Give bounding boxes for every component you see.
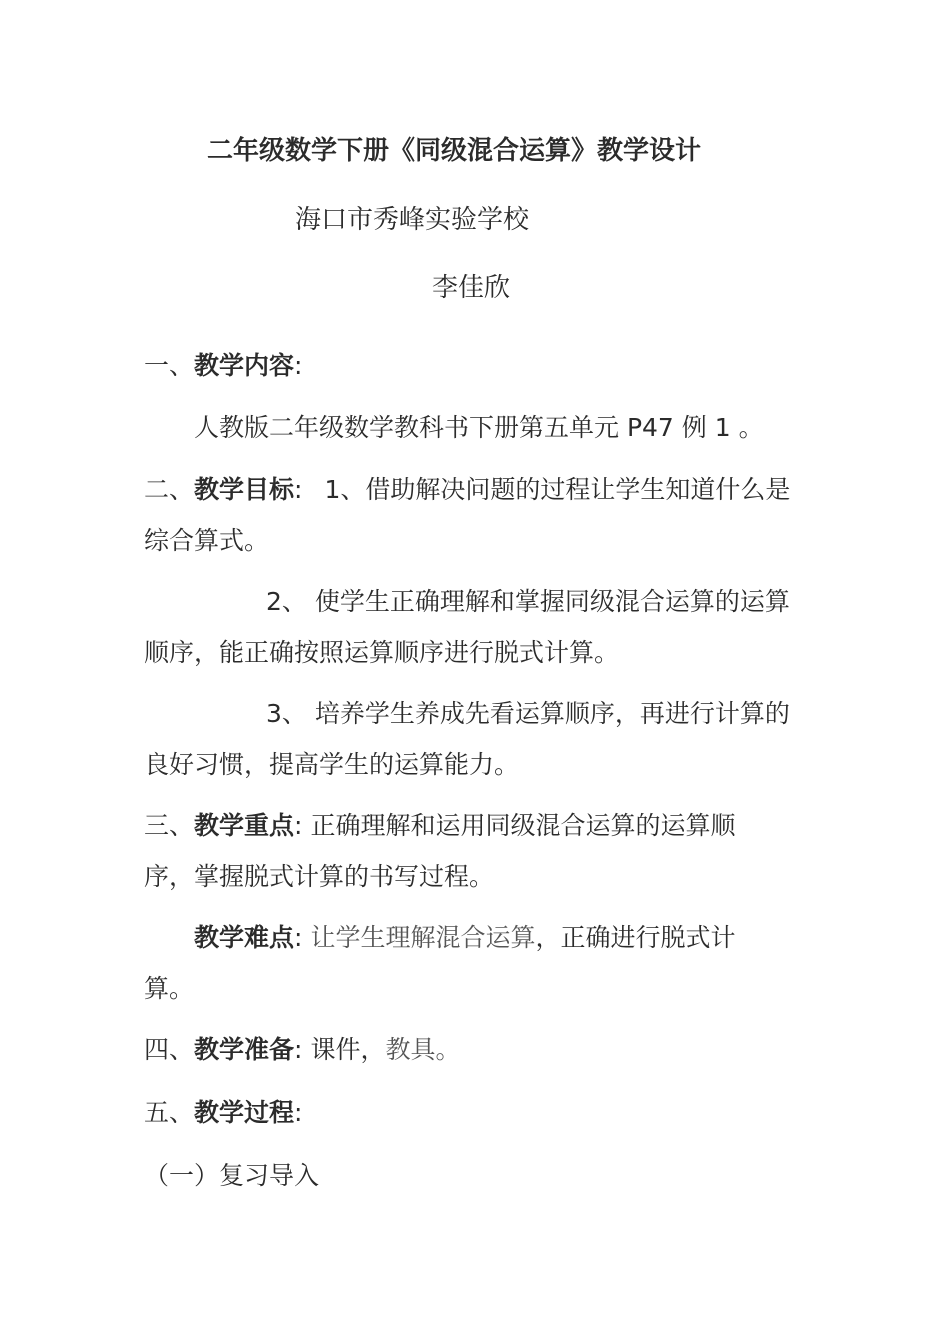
subsection-review-intro: （一）复习导入 — [144, 1161, 320, 1190]
section-teaching-content — [144, 351, 302, 381]
section-heading: 教学重点 — [194, 811, 295, 840]
goal-2-text: 2、 使学生正确理解和掌握同级混合运算的运算 — [266, 587, 790, 616]
section-process — [144, 1098, 302, 1128]
preparation-text: 课件， — [310, 1035, 386, 1064]
section-number: 五、 — [144, 1098, 195, 1127]
colon: : — [294, 811, 303, 840]
section-number: 四、 — [144, 1035, 195, 1064]
colon: : — [294, 351, 303, 380]
difficulties-text: ，正确进行脱式计 — [535, 923, 736, 952]
goal-1-continued: 综合算式。 — [144, 526, 270, 555]
school-name: 海口市秀峰实验学校 — [295, 205, 530, 235]
difficulties-text-serif: 让学生理解混合运算 — [310, 923, 536, 952]
author-name: 李佳欣 — [432, 273, 511, 303]
colon: : — [294, 1098, 303, 1127]
section-preparation — [144, 1035, 461, 1065]
section-heading: 教学目标 — [194, 475, 295, 504]
section-heading: 教学过程 — [194, 1098, 295, 1127]
difficulties-continued: 算。 — [144, 974, 195, 1003]
section-number: 一、 — [144, 351, 195, 380]
section-number: 二、 — [144, 475, 195, 504]
goal-3-continued: 良好习惯，提高学生的运算能力。 — [144, 750, 520, 779]
section-difficulties — [194, 923, 735, 953]
section-key-points — [144, 811, 735, 841]
teaching-content-text: 人教版二年级数学教科书下册第五单元 P47 例 1 。 — [194, 413, 764, 442]
section-number: 三、 — [144, 811, 195, 840]
key-points-text: 正确理解和运用同级混合运算的运算顺 — [310, 811, 736, 840]
colon: : — [294, 475, 303, 504]
section-heading: 教学准备 — [194, 1035, 295, 1064]
colon: : — [294, 923, 303, 952]
goal-3-text: 3、 培养学生养成先看运算顺序，再进行计算的 — [266, 699, 790, 728]
document-title: 二年级数学下册《同级混合运算》教学设计 — [207, 136, 702, 166]
colon: : — [294, 1035, 303, 1064]
key-points-continued: 序，掌握脱式计算的书写过程。 — [144, 862, 495, 891]
section-teaching-goals — [144, 475, 790, 505]
goal-2-continued: 顺序，能正确按照运算顺序进行脱式计算。 — [144, 638, 620, 667]
preparation-text-serif: 教具。 — [385, 1035, 461, 1064]
section-heading: 教学内容 — [194, 351, 295, 380]
goal-1-text: 1、借助解决问题的过程让学生知道什么是 — [324, 475, 791, 504]
section-heading: 教学难点 — [194, 923, 295, 952]
